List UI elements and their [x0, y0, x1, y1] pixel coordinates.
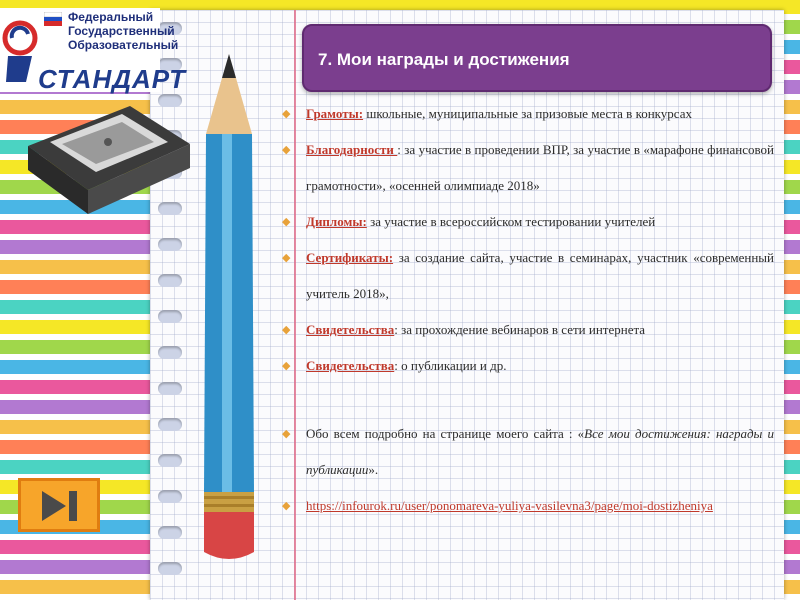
binder-hole: [158, 454, 182, 467]
title-banner: [302, 24, 772, 92]
bullet-icon: ◆: [282, 216, 291, 228]
logo-line: Образовательный: [68, 38, 179, 52]
bullet-icon: ◆: [282, 108, 291, 120]
bullet-icon: ◆: [282, 500, 291, 512]
item-text: : о публикации и др.: [394, 358, 507, 373]
bullet-icon: ◆: [282, 252, 291, 264]
logo-text-lines: [68, 10, 178, 52]
list-item: [282, 96, 774, 132]
achievements-list: [282, 96, 774, 524]
footer-prefix: Обо всем подробно на странице моего сайта : «: [306, 426, 585, 441]
profile-link[interactable]: https://infourok.ru/user/ponomareva-yuliya-vasilevna3/page/moi-dostizheniya: [306, 498, 713, 513]
site-page-name: Все мои достижения: награды и публикации: [306, 426, 774, 477]
binder-hole: [158, 418, 182, 431]
binder-hole: [158, 274, 182, 287]
list-item: [282, 240, 774, 312]
logo-line: Федеральный: [68, 10, 154, 24]
fgos-logo: [0, 8, 187, 94]
item-key: Свидетельства: [306, 322, 395, 337]
item-text: школьные, муниципальные за призовые места в конкурсах: [363, 106, 693, 121]
list-item: [282, 204, 774, 240]
next-slide-button[interactable]: [18, 478, 100, 532]
item-key: Дипломы:: [306, 214, 367, 229]
item-key: Сертификаты:: [306, 250, 394, 265]
spacer: [282, 384, 774, 416]
logo-line: Государственный: [68, 24, 175, 38]
footer-note: [282, 416, 774, 488]
pencil-image: [196, 52, 262, 572]
sharpener-image: [18, 98, 196, 218]
binder-hole: [158, 490, 182, 503]
russian-flag-icon: [44, 12, 62, 26]
bullet-icon: ◆: [282, 144, 291, 156]
binder-hole: [158, 382, 182, 395]
list-item: [282, 348, 774, 384]
logo-brand: СТАНДАРТ: [38, 64, 187, 94]
page-title: 7. Мои награды и достижения: [318, 50, 570, 69]
binder-hole: [158, 562, 182, 575]
item-text: за участие в всероссийском тестировании учителей: [366, 214, 656, 229]
bullet-icon: ◆: [282, 360, 291, 372]
item-key: Благодарности: [306, 142, 398, 157]
list-item: [282, 312, 774, 348]
item-text: за создание сайта, участие в семинарах, участник «современный учитель 2018»,: [306, 250, 774, 301]
binder-hole: [158, 310, 182, 323]
item-key: Свидетельства: [306, 358, 395, 373]
bullet-icon: ◆: [282, 428, 291, 440]
footer-suffix: ».: [368, 462, 379, 477]
binder-hole: [158, 238, 182, 251]
binder-hole: [158, 526, 182, 539]
binder-hole: [158, 346, 182, 359]
bullet-icon: ◆: [282, 324, 291, 336]
item-text: : за участие в проведении ВПР, за участие в «марафоне финансовой грамотности», «осенней олимпиаде 2018»: [306, 142, 774, 193]
item-text: : за прохождение вебинаров в сети интернета: [394, 322, 646, 337]
logo-emblem-icon: [2, 16, 38, 86]
item-key: Грамоты:: [306, 106, 364, 121]
list-item: [282, 132, 774, 204]
footer-link-row: [282, 488, 774, 524]
play-next-icon: [38, 487, 82, 525]
